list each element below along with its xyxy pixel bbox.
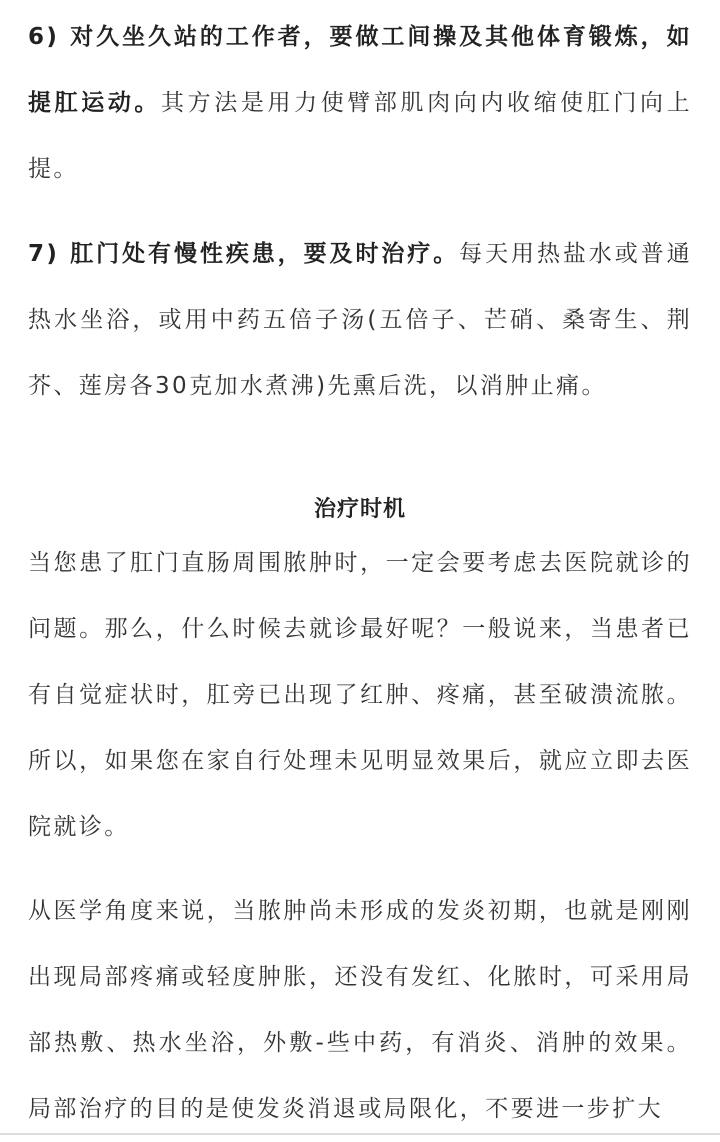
section-heading: 治疗时机 (313, 497, 406, 522)
tip-item-6 (28, 4, 692, 202)
tip-item-6-text: 其方法是用力使臂部肌肉向内收缩使肛门向上提。 (28, 90, 693, 182)
tip-item-7 (28, 221, 692, 419)
tip-item-7-bold: 7) 肛门处有慢性疾患，要及时治疗。 (28, 241, 460, 267)
timing-paragraph-2: 从医学角度来说，当脓肿尚未形成的发炎初期，也就是刚刚出现局部疼痛或轻度肿胀，还没有发红、化脓时，可采用局部热敷、热水坐浴，外敷-些中药，有消炎、消肿的效果。局部治疗的目的是使发炎消退或局限化，不要进一步扩大 (28, 898, 692, 1122)
timing-paragraph-1: 当您患了肛门直肠周围脓肿时，一定会要考虑去医院就诊的问题。那么，什么时候去就诊最好呢？一般说来，当患者已有自觉症状时，肛旁已出现了红肿、疼痛，甚至破溃流脓。所以，如果您在家自行处理未见明显效果后，就应立即去医院就诊。 (28, 550, 692, 840)
tip-item-7-text: 每天用热盐水或普通热水坐浴，或用中药五倍子汤(五倍子、芒硝、桑寄生、荆芥、莲房各30克加水煮沸)先熏后洗，以消肿止痛。 (28, 241, 692, 399)
tip-item-6-bold: 6) 对久坐久站的工作者，要做工间操及其他体育锻炼，如提肛运动。 (28, 24, 692, 116)
